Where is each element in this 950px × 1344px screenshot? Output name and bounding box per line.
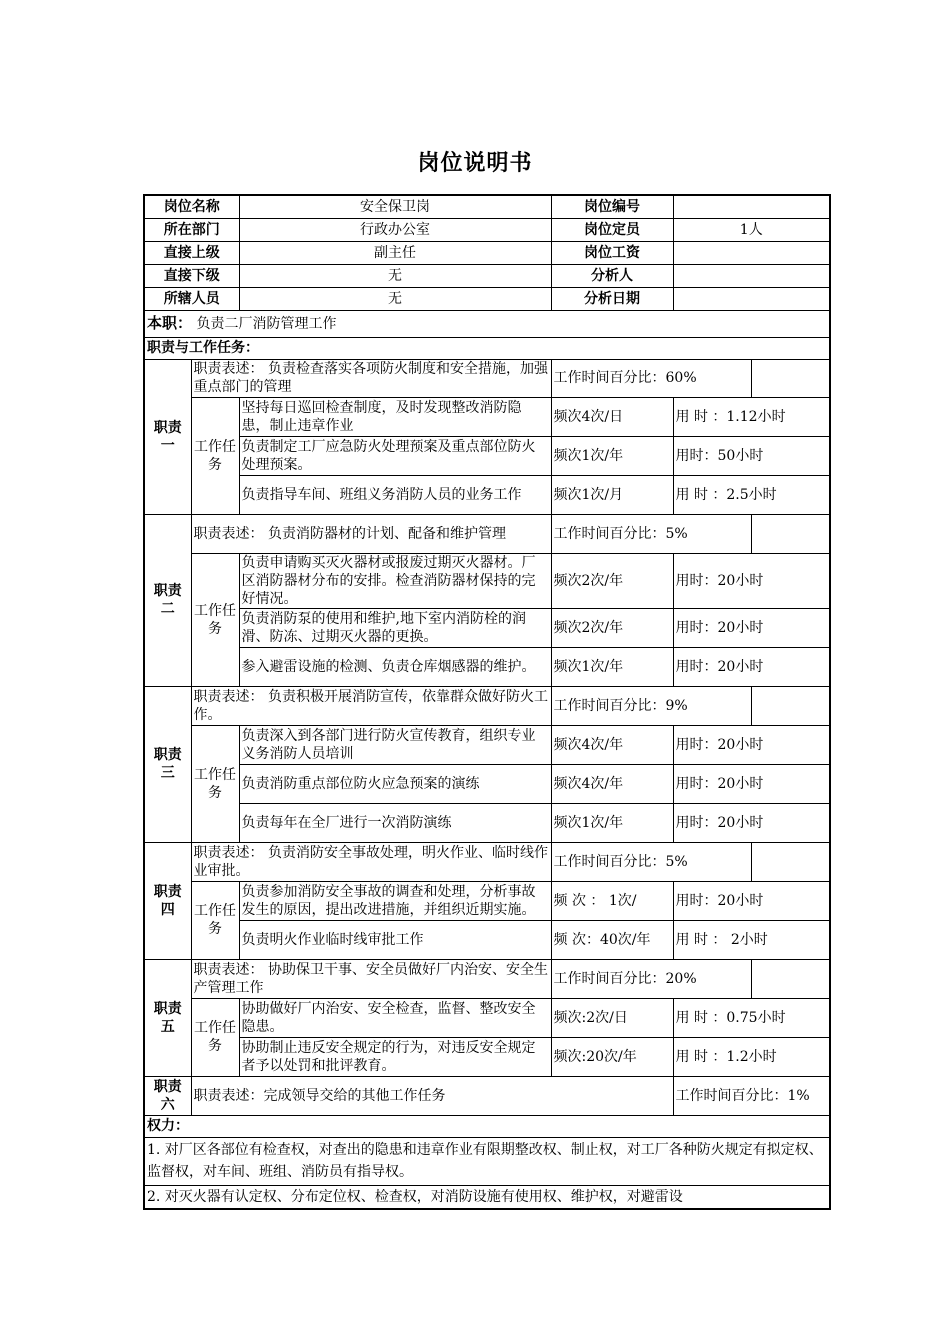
duty-label: 职责一 — [144, 359, 191, 514]
task-text: 负责消防重点部位防火应急预案的演练 — [239, 764, 551, 803]
duty-desc-row — [144, 842, 830, 881]
duty-desc-row — [144, 959, 830, 998]
duty-desc: 职责表述： 负责消防器材的计划、配备和维护管理 — [191, 514, 551, 553]
task-time: 用 时 ：1.12小时 — [673, 397, 830, 436]
analyst-value — [673, 264, 830, 287]
duty-label: 职责三 — [144, 686, 191, 842]
task-frequency: 频次1次/年 — [551, 647, 673, 686]
task-frequency: 频 次：40次/年 — [551, 920, 673, 959]
task-frequency: 频次1次/年 — [551, 436, 673, 475]
duty-desc-row — [144, 686, 830, 725]
task-time: 用时：20小时 — [673, 764, 830, 803]
task-text: 负责深入到各部门进行防火宣传教育，组织专业义务消防人员培训 — [239, 725, 551, 764]
duty-label: 职责六 — [144, 1076, 191, 1115]
task-frequency: 频次:20次/年 — [551, 1037, 673, 1076]
task-label: 工作任务 — [191, 725, 239, 842]
subordinate-value: 无 — [239, 264, 551, 287]
task-text: 负责每年在全厂进行一次消防演练 — [239, 803, 551, 842]
task-time: 用时：50小时 — [673, 436, 830, 475]
analyst-label: 分析人 — [551, 264, 673, 287]
task-time: 用 时 ：1.2小时 — [673, 1037, 830, 1076]
main-duty-label: 本职： — [147, 314, 193, 332]
task-frequency: 频次2次/年 — [551, 553, 673, 608]
task-text: 负责指导车间、班组义务消防人员的业务工作 — [239, 475, 551, 514]
duty-desc: 职责表述： 负责消防安全事故处理，明火作业、临时线作业审批。 — [191, 842, 551, 881]
task-text: 协助做好厂内治安、安全检查，监督、整改安全隐患。 — [239, 998, 551, 1037]
task-row — [144, 764, 830, 803]
task-label: 工作任务 — [191, 397, 239, 514]
task-text: 协助制止违反安全规定的行为，对违反安全规定者予以处罚和批评教育。 — [239, 1037, 551, 1076]
duty-desc: 职责表述： 负责检查落实各项防火制度和安全措施，加强重点部门的管理 — [191, 359, 551, 397]
superior-label: 直接上级 — [144, 241, 239, 264]
power-row — [144, 1137, 830, 1185]
main-duty-text: 负责二厂消防管理工作 — [196, 316, 337, 332]
task-label: 工作任务 — [191, 881, 239, 959]
task-text: 负责申请购买灭火器材或报废过期灭火器材。厂区消防器材分布的安排。检查消防器材保持的完好情况。 — [239, 553, 551, 608]
task-text: 坚持每日巡回检查制度，及时发现整改消防隐患，制止违章作业 — [239, 397, 551, 436]
duty-label: 职责二 — [144, 514, 191, 686]
task-row — [144, 725, 830, 764]
dept-value: 行政办公室 — [239, 218, 551, 241]
salary-value — [673, 241, 830, 264]
task-time: 用 时 ：0.75小时 — [673, 998, 830, 1037]
task-text: 负责参加消防安全事故的调查和处理，分析事故发生的原因，提出改进措施，并组织近期实施。 — [239, 881, 551, 920]
task-row — [144, 397, 830, 436]
task-frequency: 频次1次/月 — [551, 475, 673, 514]
task-text: 负责明火作业临时线审批工作 — [239, 920, 551, 959]
power-header-row — [144, 1115, 830, 1137]
task-text: 参入避雷设施的检测、负责仓库烟感器的维护。 — [239, 647, 551, 686]
duty-desc: 职责表述：完成领导交给的其他工作任务 — [191, 1076, 673, 1115]
task-row — [144, 647, 830, 686]
task-frequency: 频次2次/年 — [551, 608, 673, 647]
task-label: 工作任务 — [191, 998, 239, 1076]
task-time: 用 时 ： 2小时 — [673, 920, 830, 959]
task-frequency: 频次4次/年 — [551, 764, 673, 803]
task-time: 用时：20小时 — [673, 647, 830, 686]
info-row — [144, 218, 830, 241]
job-description-table — [143, 194, 831, 1210]
task-row — [144, 998, 830, 1037]
headcount-label: 岗位定员 — [551, 218, 673, 241]
power-row — [144, 1185, 830, 1209]
duty-desc-row — [144, 514, 830, 553]
position-name-value: 安全保卫岗 — [239, 195, 551, 218]
task-frequency: 频次:2次/日 — [551, 998, 673, 1037]
duty-percent: 工作时间百分比：5% — [551, 514, 751, 553]
task-frequency: 频 次 ： 1次/ — [551, 881, 673, 920]
duty-label: 职责五 — [144, 959, 191, 1076]
task-frequency: 频次1次/年 — [551, 803, 673, 842]
duties-header: 职责与工作任务： — [144, 337, 830, 359]
task-row — [144, 436, 830, 475]
position-no-label: 岗位编号 — [551, 195, 673, 218]
managed-value: 无 — [239, 287, 551, 310]
duty-percent: 工作时间百分比：9% — [551, 686, 751, 725]
duties-header-row — [144, 337, 830, 359]
duty-label: 职责四 — [144, 842, 191, 959]
task-time: 用时：20小时 — [673, 553, 830, 608]
duty-desc: 职责表述： 负责积极开展消防宣传，依靠群众做好防火工作。 — [191, 686, 551, 725]
task-row — [144, 475, 830, 514]
duty-desc-row — [144, 1076, 830, 1115]
salary-label: 岗位工资 — [551, 241, 673, 264]
task-text: 负责消防泵的使用和维护,地下室内消防栓的润滑、防冻、过期灭火器的更换。 — [239, 608, 551, 647]
duty-percent: 工作时间百分比：1% — [673, 1076, 830, 1115]
task-row — [144, 803, 830, 842]
power-header: 权力： — [144, 1115, 830, 1137]
power-item: 1. 对厂区各部位有检查权，对查出的隐患和违章作业有限期整改权、制止权，对工厂各种防火规定有拟定权、监督权，对车间、班组、消防员有指导权。 — [144, 1137, 830, 1185]
task-row — [144, 920, 830, 959]
task-text: 负责制定工厂应急防火处理预案及重点部位防火处理预案。 — [239, 436, 551, 475]
duty-percent: 工作时间百分比：20% — [551, 959, 751, 998]
task-row — [144, 881, 830, 920]
position-no-value — [673, 195, 830, 218]
page-title: 岗位说明书 — [417, 151, 533, 176]
task-row — [144, 553, 830, 608]
power-item: 2. 对灭火器有认定权、分布定位权、检查权，对消防设施有使用权、维护权，对避雷设 — [144, 1185, 830, 1209]
task-time: 用时：20小时 — [673, 803, 830, 842]
task-frequency: 频次4次/年 — [551, 725, 673, 764]
task-time: 用时：20小时 — [673, 881, 830, 920]
info-row — [144, 195, 830, 218]
duty-desc: 职责表述： 协助保卫干事、安全员做好厂内治安、安全生产管理工作 — [191, 959, 551, 998]
task-label: 工作任务 — [191, 553, 239, 686]
task-time: 用时：20小时 — [673, 608, 830, 647]
dept-label: 所在部门 — [144, 218, 239, 241]
analysis-date-label: 分析日期 — [551, 287, 673, 310]
info-row — [144, 287, 830, 310]
superior-value: 副主任 — [239, 241, 551, 264]
main-duty — [144, 310, 830, 337]
duty-percent: 工作时间百分比：60% — [551, 359, 751, 397]
duty-desc-row — [144, 359, 830, 397]
info-row — [144, 241, 830, 264]
task-row — [144, 1037, 830, 1076]
task-time: 用时：20小时 — [673, 725, 830, 764]
info-row — [144, 264, 830, 287]
main-duty-row — [144, 310, 830, 337]
task-time: 用 时 ：2.5小时 — [673, 475, 830, 514]
subordinate-label: 直接下级 — [144, 264, 239, 287]
duty-percent: 工作时间百分比：5% — [551, 842, 751, 881]
analysis-date-value — [673, 287, 830, 310]
headcount-value: 1人 — [673, 218, 830, 241]
managed-label: 所辖人员 — [144, 287, 239, 310]
task-row — [144, 608, 830, 647]
task-frequency: 频次4次/日 — [551, 397, 673, 436]
position-name-label: 岗位名称 — [144, 195, 239, 218]
